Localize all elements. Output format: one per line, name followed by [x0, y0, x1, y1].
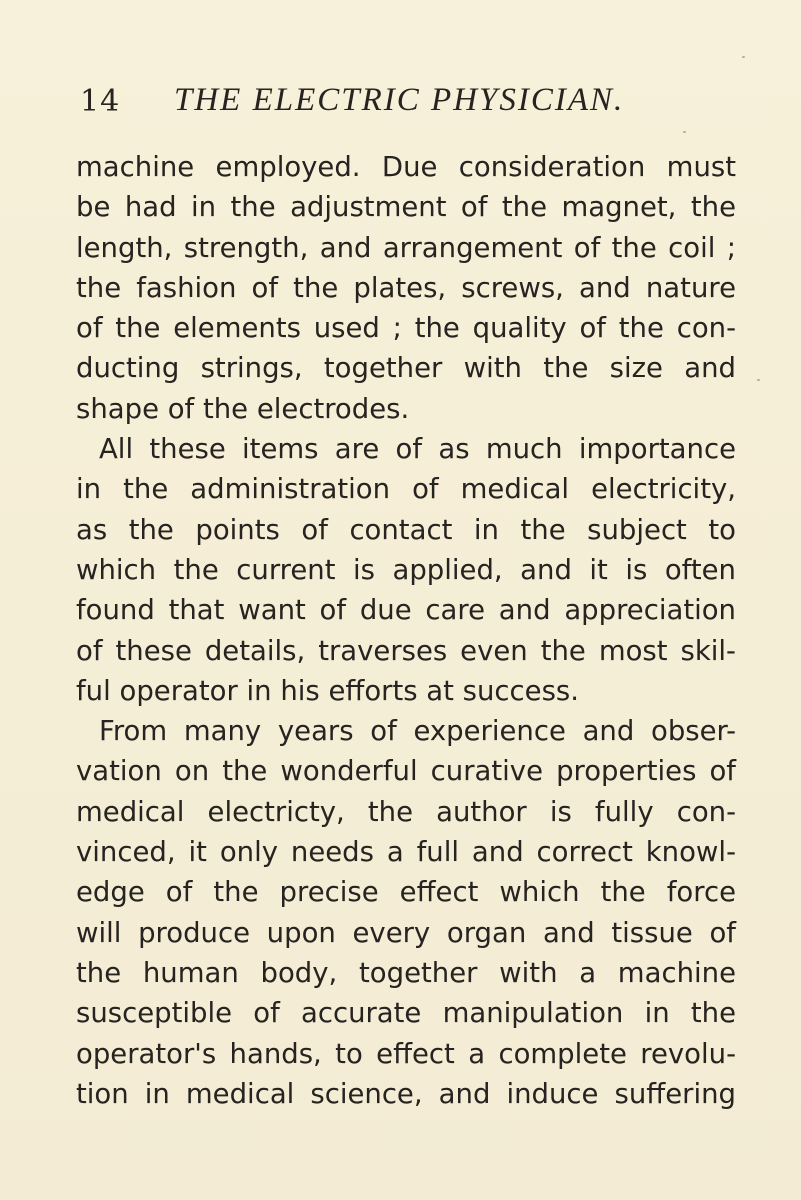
text-line: shape of the electrodes. [76, 392, 410, 425]
text-line: operator's hands, to effect a complete revolu- [76, 1037, 736, 1070]
text-line: ful operator in his efforts at success. [76, 674, 579, 707]
text-line: of the elements used ; the quality of the con- [76, 312, 736, 345]
text-line: length, strength, and arrangement of the coil ; [76, 231, 736, 264]
text-line: ducting strings, together with the size and [76, 352, 736, 385]
paper-speck [757, 379, 760, 381]
text-line: vinced, it only needs a full and correct knowl- [76, 836, 736, 869]
body-text [76, 147, 736, 1114]
text-line: the fashion of the plates, screws, and nature [76, 271, 736, 304]
page-number: 14 [80, 84, 121, 119]
text-line: which the current is applied, and it is often [76, 553, 736, 586]
text-line: From many years of experience and obser- [99, 715, 736, 748]
paper-speck [683, 131, 686, 133]
text-line: the human body, together with a machine [76, 956, 736, 989]
text-line: vation on the wonderful curative properties of [76, 755, 736, 788]
text-line: in the administration of medical electricity, [76, 473, 736, 506]
text-line: be had in the adjustment of the magnet, the [76, 191, 736, 224]
text-line: tion in medical science, and induce suffering [76, 1077, 736, 1110]
text-line: will produce upon every organ and tissue of [76, 916, 736, 949]
text-line: of these details, traverses even the most skil- [76, 634, 736, 667]
running-title: THE ELECTRIC PHYSICIAN. [174, 82, 625, 118]
text-line: medical electricty, the author is fully con- [76, 795, 736, 828]
text-line: All these items are of as much importance [99, 433, 736, 466]
text-line: found that want of due care and appreciation [76, 594, 736, 627]
paper-speck [742, 56, 745, 58]
text-line: edge of the precise effect which the force [76, 876, 736, 909]
text-line: susceptible of accurate manipulation in the [76, 997, 736, 1030]
page-header [78, 78, 758, 128]
text-line: machine employed. Due consideration must [76, 151, 736, 183]
text-line: as the points of contact in the subject to [76, 513, 736, 546]
